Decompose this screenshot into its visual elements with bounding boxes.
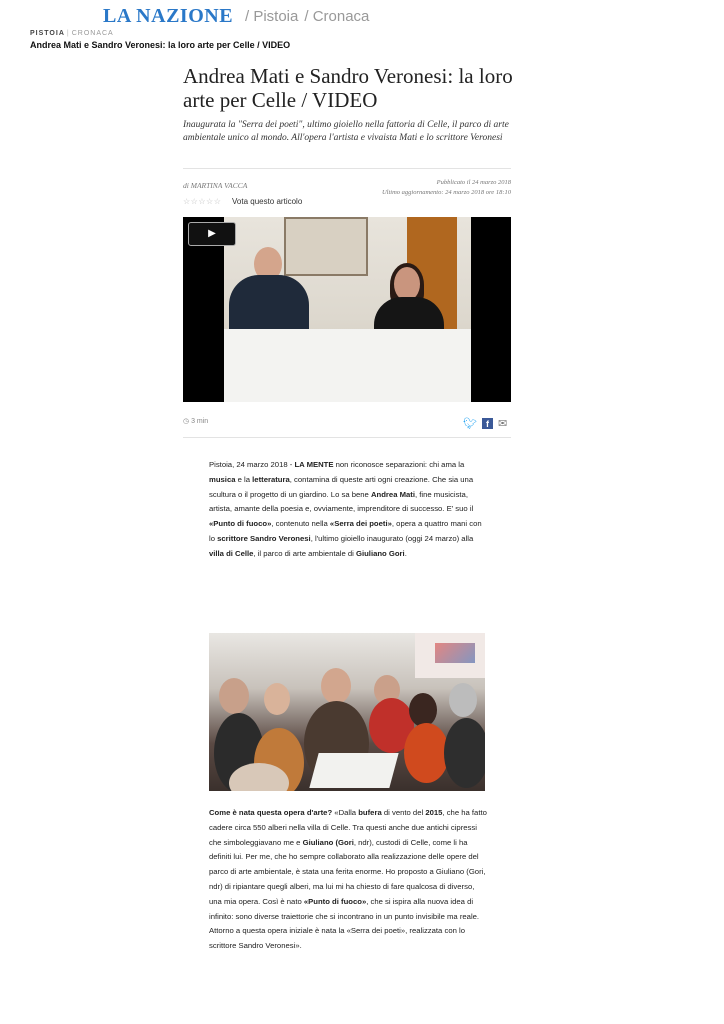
vote-label: Vota questo articolo: [232, 197, 303, 206]
kicker-section[interactable]: CRONACA: [71, 30, 114, 37]
kicker-city[interactable]: PISTOIA: [30, 30, 65, 37]
rating-stars[interactable]: ☆☆☆☆☆: [183, 197, 222, 206]
published-date: Pubblicato il 24 marzo 2018: [436, 179, 511, 186]
breadcrumb-section[interactable]: / Cronaca: [304, 8, 370, 25]
play-icon: ▶: [208, 228, 216, 239]
share-bar: [458, 417, 507, 430]
breadcrumb-city[interactable]: / Pistoia: [245, 8, 299, 25]
body-paragraph: Pistoia, 24 marzo 2018 - LA MENTE non riconosce separazioni: chi ama la musica e la letteratura, contamina di queste arti ogni creazione. Che sia una scultura o il progetto di un giardino. Lo sa bene Andrea Mati, fine musicista, artista, amante della poesia e, ovviamente, imprenditore di successo. E' suo il «Punto di fuoco», contenuto nella «Serra dei poeti», opera a quattro mani con lo scrittore Sandro Veronesi, l'ultimo gioiello inaugurato (oggi 24 marzo) alla villa di Celle, il parco di arte ambientale di Giuliano Gori.: [209, 460, 482, 558]
kicker-separator: |: [66, 30, 70, 37]
updated-date: Ultimo aggiornamento: 24 marzo 2018 ore 18:10: [381, 189, 511, 196]
facebook-icon[interactable]: f: [482, 418, 493, 429]
table: [309, 753, 398, 788]
kicker: [30, 30, 114, 37]
twitter-icon[interactable]: 🐦︎: [463, 418, 477, 430]
body-paragraph: Come è nata questa opera d'arte? «Dalla bufera di vento del 2015, che ha fatto cadere circa 550 alberi nella villa di Celle. Tra questi anche due antichi cipressi che simboleggiavano me e Giuliano (Gori, ndr), custodi di Celle, come li ha definiti lui. Per me, che ho sempre collaborato alla realizzazione delle opere del parco di arte ambientale, è stata una ferita enorme. Ho proposto a Giuliano (Gori, ndr) di ripiantare quegli alberi, ma lui mi ha chiesto di fare qualcosa di diverso, una mia opera. Così è nato «Punto di fuoco», che si ispira alla nuova idea di infinito: sono diverse traiettorie che si incontrano in un punto invisibile ma reale. Attorno a questa opera iniziale è nata la «Serra dei poeti», realizzata con lo scrittore Sandro Veronesi».: [209, 808, 487, 951]
divider: [183, 437, 511, 438]
wall-art: [415, 633, 485, 678]
video-frame: [224, 217, 471, 402]
page-title: Andrea Mati e Sandro Veronesi: la loro arte per Celle / VIDEO: [30, 40, 291, 50]
article-photo: [209, 633, 485, 791]
play-button[interactable]: [188, 222, 236, 246]
article-summary: Inaugurata la "Serra dei poeti", ultimo gioiello nella fattoria di Celle, il parco di arte ambientale unico al mondo. All'opera l'artista e vivaista Mati e lo scrittore Veronesi: [183, 120, 509, 143]
read-time: [183, 417, 208, 425]
read-time-label: 3 min: [191, 418, 209, 425]
clock-icon: ◷: [183, 418, 190, 425]
breadcrumb: [245, 8, 375, 25]
article-dates: [330, 178, 511, 198]
woman-head: [394, 267, 420, 301]
site-logo[interactable]: LA NAZIONE: [103, 5, 234, 27]
wall-picture: [284, 217, 368, 276]
divider: [183, 168, 511, 169]
mail-icon[interactable]: ✉: [497, 418, 508, 430]
video-player[interactable]: [183, 217, 511, 402]
article-author[interactable]: di MARTINA VACCA: [183, 181, 248, 190]
article-title: Andrea Mati e Sandro Veronesi: la loro arte per Celle / VIDEO: [183, 64, 513, 112]
desk: [224, 329, 471, 402]
